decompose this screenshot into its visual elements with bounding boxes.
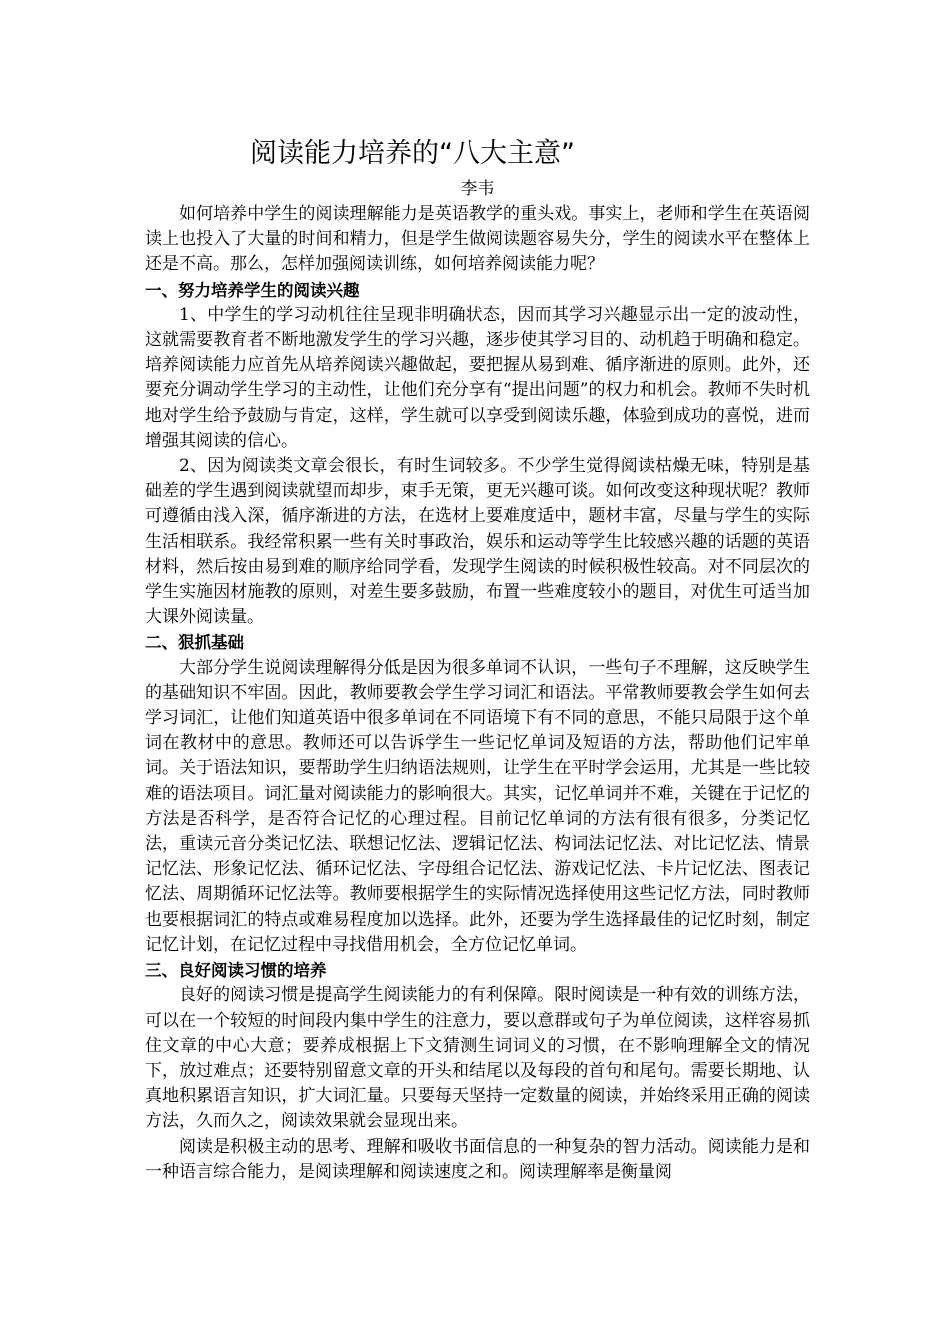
- section-2-paragraph-1: 大部分学生说阅读理解得分低是因为很多单词不认识，一些句子不理解，这反映学生的基础知识不牢固。因此，教师要教会学生学习词汇和语法。平常教师要教会学生如何去学习词汇，让他们知道英语中很多单词在不同语境下有不同的意思，不能只局限于这个单词在教材中的意思。教师还可以告诉学生一些记忆单词及短语的方法，帮助他们记牢单词。关于语法知识，要帮助学生归纳语法规则，让学生在平时学会运用，尤其是一些比较难的语法项目。词汇量对阅读能力的影响很大。其实，记忆单词并不难，关键在于记忆的方法是否科学，是否符合记忆的心理过程。目前记忆单词的方法有很有很多，分类记忆法，重读元音分类记忆法、联想记忆法、逻辑记忆法、构词法记忆法、对比记忆法、情景记忆法、形象记忆法、循环记忆法、字母组合记忆法、游戏记忆法、卡片记忆法、图表记忆法、周期循环记忆法等。教师要根据学生的实际情况选择使用这些记忆方法，同时教师也要根据词汇的特点或难易程度加以选择。此外，还要为学生选择最佳的记忆时刻，制定记忆计划，在记忆过程中寻找借用机会，全方位记忆单词。: [145, 657, 810, 955]
- section-3-paragraph-2: 阅读是积极主动的思考、理解和吸收书面信息的一种复杂的智力活动。阅读能力是和一种语言综合能力，是阅读理解和阅读速度之和。阅读理解率是衡量阅: [145, 1136, 810, 1182]
- section-1-paragraph-2: 2、因为阅读类文章会很长，有时生词较多。不少学生觉得阅读枯燥无味，特别是基础差的学生遇到阅读就望而却步，束手无策，更无兴趣可谈。如何改变这种现状呢？教师可遵循由浅入深，循序渐进的方法，在选材上要难度适中，题材丰富，尽量与学生的实际生活相联系。我经常积累一些有关时事政治，娱乐和运动等学生比较感兴趣的话题的英语材料，然后按由易到难的顺序给同学看，发现学生阅读的时候积极性较高。对不同层次的学生实施因材施教的原则，对差生要多鼓励，布置一些难度较小的题目，对优生可适当加大课外阅读量。: [145, 456, 810, 628]
- section-heading-basics: 二、狠抓基础: [145, 633, 244, 653]
- intro-paragraph: 如何培养中学生的阅读理解能力是英语教学的重头戏。事实上，老师和学生在英语阅读上也投入了大量的时间和精力，但是学生做阅读题容易失分，学生的阅读水平在整体上还是不高。那么，怎样加强阅读训练，如何培养阅读能力呢？: [145, 204, 810, 275]
- section-1-paragraph-1: 1、中学生的学习动机往往呈现非明确状态，因而其学习兴趣显示出一定的波动性，这就需要教育者不断地激发学生的学习兴趣，逐步使其学习目的、动机趋于明确和稳定。培养阅读能力应首先从培养阅读兴趣做起，要把握从易到难、循序渐进的原则。此外，还要充分调动学生学习的主动性，让他们充分享有“提出问题”的权力和机会。教师不失时机地对学生给予鼓励与肯定，这样，学生就可以享受到阅读乐趣，体验到成功的喜悦，进而增强其阅读的信心。: [145, 304, 810, 451]
- section-3-paragraph-1: 良好的阅读习惯是提高学生阅读能力的有利保障。限时阅读是一种有效的训练方法，可以在一个较短的时间段内集中学生的注意力，要以意群或句子为单位阅读，这样容易抓住文章的中心大意；要养成根据上下文猜测生词词义的习惯，在不影响理解全文的情况下，放过难点；还要特别留意文章的开头和结尾以及每段的首句和尾句。需要长期地、认真地积累语言知识，扩大词汇量。只要每天坚持一定数量的阅读，并始终采用正确的阅读方法，久而久之，阅读效果就会显现出来。: [145, 985, 810, 1132]
- document-author: 李韦: [460, 179, 495, 199]
- section-heading-habits: 三、良好阅读习惯的培养: [145, 961, 327, 981]
- document-page: [145, 125, 810, 1185]
- section-heading-interest: 一、努力培养学生的阅读兴趣: [145, 280, 360, 300]
- document-title: 阅读能力培养的“八大主意”: [250, 138, 575, 169]
